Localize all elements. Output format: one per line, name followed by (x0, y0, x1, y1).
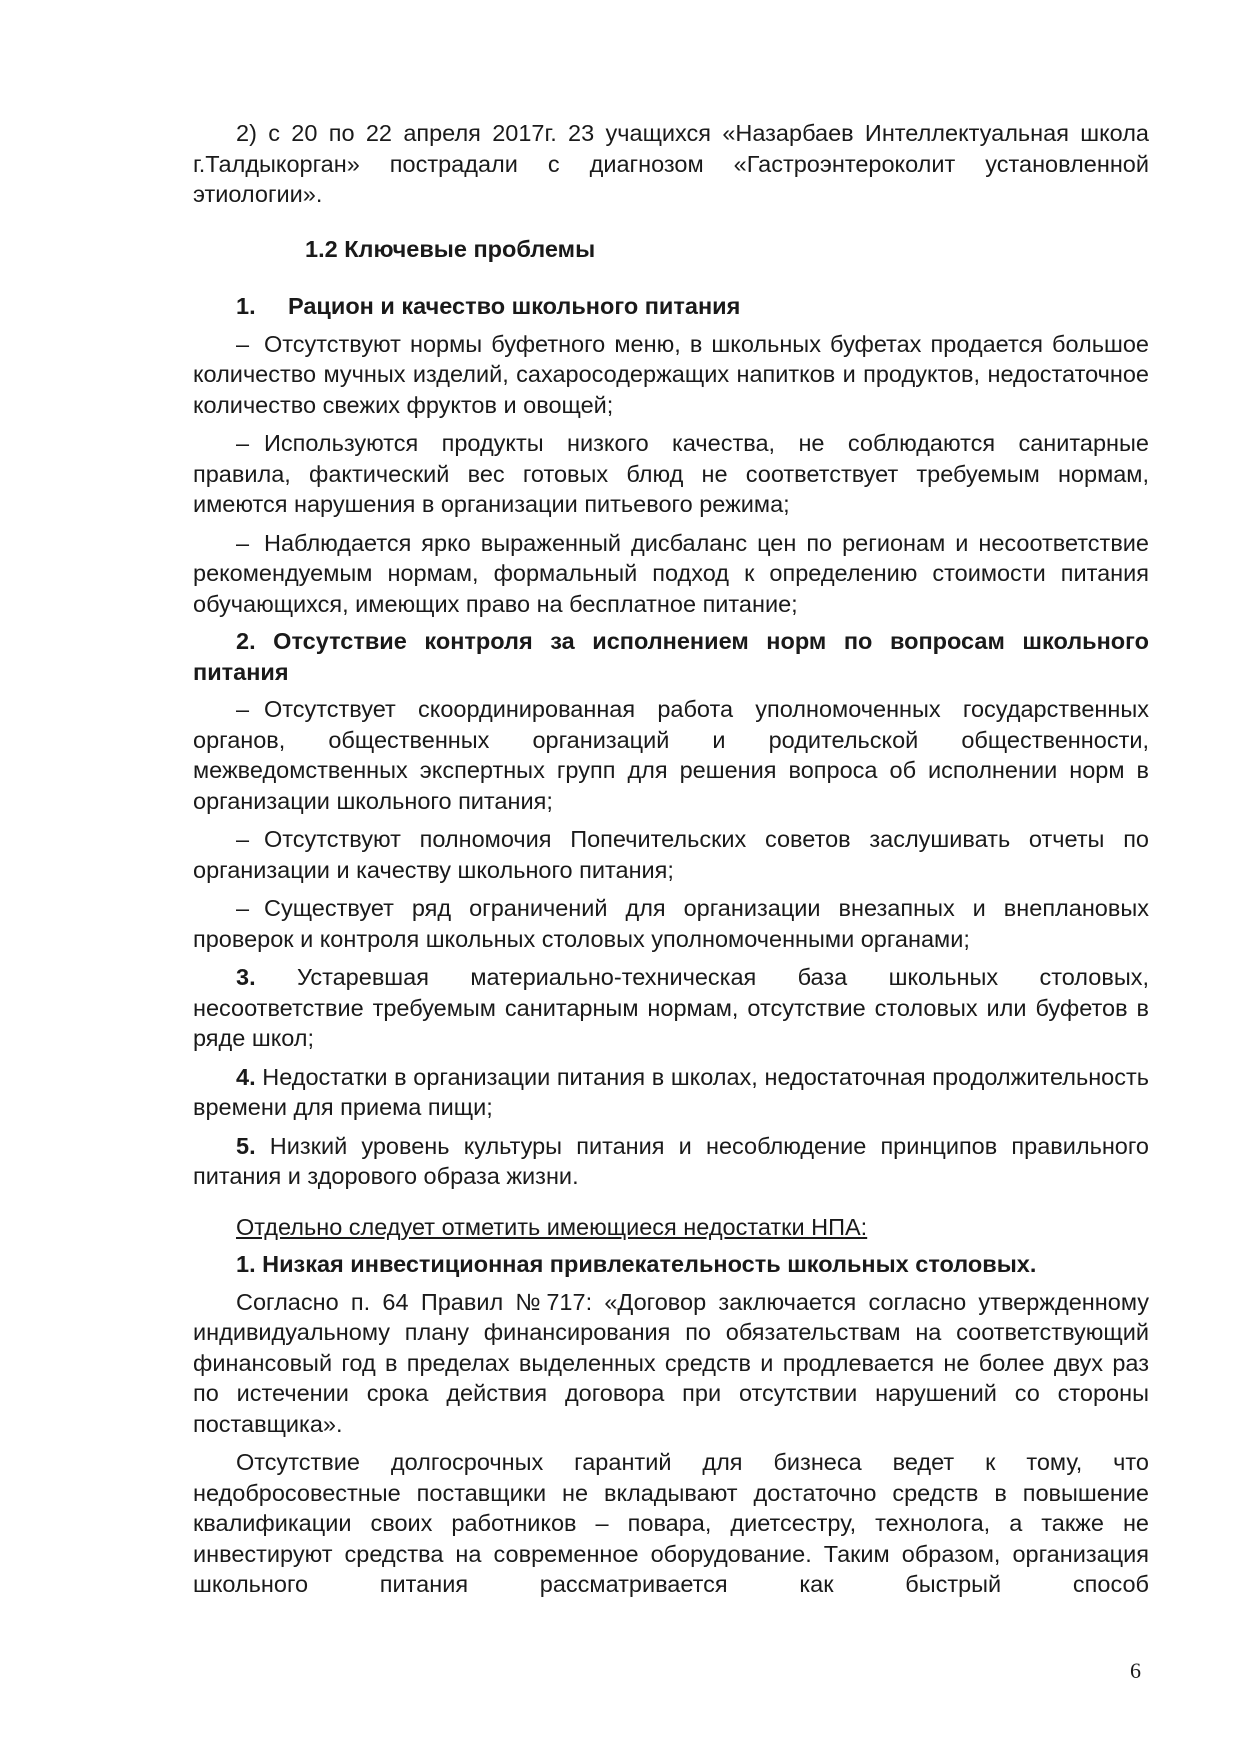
problem-3-paragraph (193, 962, 1149, 1054)
dash-bullet: – (236, 826, 250, 852)
list-item-text: Отсутствуют нормы буфетного меню, в школьных буфетах продается большое количество мучных изделий, сахаросодержащих напитков и продуктов, недостаточное количество свежих фруктов и овощей; (193, 330, 1149, 418)
problem-5-number: 5. (236, 1132, 256, 1159)
list-item (193, 824, 1149, 885)
closing-paragraph: Отсутствие долгосрочных гарантий для бизнеса ведет к тому, что недобросовестные поставщики не вкладывают достаточно средств в повышение квалификации своих работников – повара, диетсестру, технолога, а также не инвестируют средства на современное оборудование. Таким образом, организация школьного питания рассматривается как быстрый способ (193, 1449, 1149, 1597)
list-item-text: Существует ряд ограничений для организации внезапных и внеплановых проверок и контроля школьных столовых уполномоченными органами; (193, 895, 1149, 952)
intro-paragraph: 2) с 20 по 22 апреля 2017г. 23 учащихся «Назарбаев Интеллектуальная школа г.Талдыкорган» пострадали с диагнозом «Гастроэнтероколит установленной этиологии». (193, 120, 1149, 207)
dash-bullet: – (236, 895, 250, 921)
problem-1-number: 1. (236, 293, 256, 319)
problem-4-text: Недостатки в организации питания в школах, недостаточная продолжительность времени для приема пищи; (193, 1063, 1150, 1120)
problem-4-paragraph (193, 1062, 1149, 1123)
list-item-text: Отсутствуют полномочия Попечительских советов заслушивать отчеты по организации и качеству школьного питания; (193, 826, 1149, 883)
list-item (193, 893, 1149, 954)
problem-5-paragraph (193, 1131, 1149, 1192)
section-heading: 1.2 Ключевые проблемы (305, 235, 596, 262)
list-item (193, 428, 1149, 520)
list-item (193, 694, 1149, 816)
list-item-text: Отсутствует скоординированная работа уполномоченных государственных органов, общественных организаций и родительской общественности, межведомственных экспертных групп для решения вопроса об исполнении норм в организации школьного питания; (193, 696, 1149, 814)
dash-bullet: – (236, 330, 250, 357)
dash-bullet: – (236, 529, 250, 556)
rule-paragraph: Согласно п. 64 Правил №717: «Договор заключается согласно утвержденному индивидуальному плану финансирования по обязательствам на соответствующий финансовый год в пределах выделенных средств и продлевается не более двух раз по истечении срока действия договора при отсутствии нарушений со стороны поставщика». (193, 1288, 1149, 1437)
problem-3-number: 3. (236, 964, 256, 990)
page-body (193, 118, 1149, 1600)
npa-note-text: Отдельно следует отметить имеющиеся недостатки НПА: (236, 1213, 868, 1240)
dash-bullet: – (236, 696, 250, 722)
problem-3-text: Устаревшая материально-техническая база школьных столовых, несоответствие требуемым санитарным нормам, отсутствие столовых или буфетов в ряде школ; (193, 964, 1149, 1051)
page-number: 6 (1130, 1658, 1141, 1683)
problem-5-text: Низкий уровень культуры питания и несоблюдение принципов правильного питания и здорового образа жизни. (193, 1132, 1150, 1189)
list-item-text: Используются продукты низкого качества, не соблюдаются санитарные правила, фактический вес готовых блюд не соответствует требуемым нормам, имеются нарушения в организации питьевого режима; (193, 430, 1149, 517)
npa-heading: 1. Низкая инвестиционная привлекательность школьных столовых. (236, 1251, 1037, 1277)
problem-1-title: Рацион и качество школьного питания (288, 293, 741, 319)
list-item (193, 528, 1149, 620)
list-item-text: Наблюдается ярко выраженный дисбаланс цен по регионам и несоответствие рекомендуемым нормам, формальный подход к определению стоимости питания обучающихся, имеющих право на бесплатное питание; (193, 529, 1149, 617)
problem-1-heading (236, 291, 1149, 322)
problem-2-heading: 2. Отсутствие контроля за исполнением норм по вопросам школьного питания (193, 628, 1149, 685)
npa-note (193, 1212, 1149, 1243)
list-item (193, 329, 1149, 421)
dash-bullet: – (236, 430, 250, 456)
problem-4-number: 4. (236, 1063, 256, 1090)
